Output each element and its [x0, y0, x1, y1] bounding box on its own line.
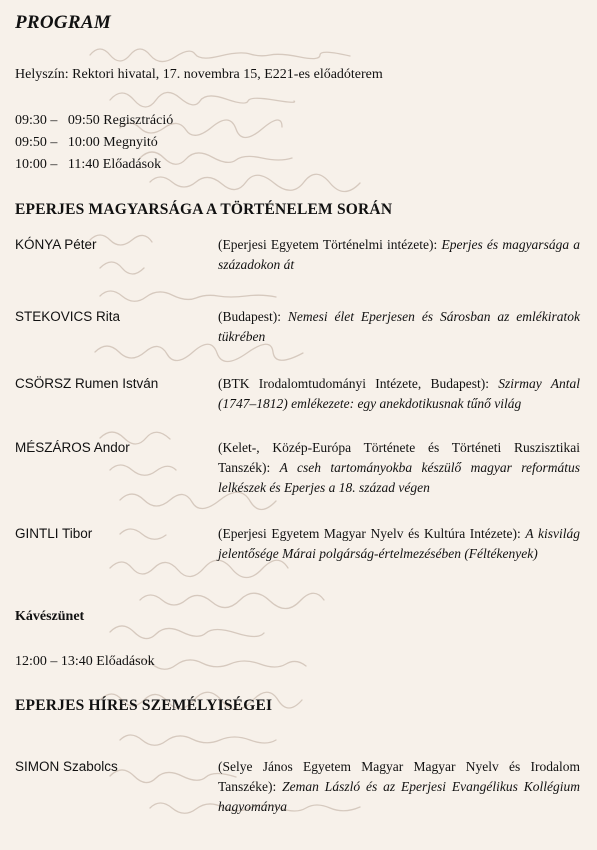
- schedule-label: Előadások: [96, 654, 155, 669]
- schedule-end: 13:40: [60, 654, 93, 669]
- talk-title: A cseh tartományokba készülő magyar református lelkészek és Eperjes a 18. század végen: [218, 460, 580, 495]
- schedule-label: Megnyitó: [103, 135, 158, 150]
- talk-title: A kisvilág jelentősége Márai polgárság-értelmezésében (Féltékenyek): [218, 526, 580, 561]
- speaker-affiliation: (BTK Irodalomtudományi Intézete, Budapest):: [218, 376, 490, 391]
- venue-line: Helyszín: Rektori hivatal, 17. novembra 15, E221-es előadóterem: [15, 67, 383, 82]
- speaker-name: MÉSZÁROS Andor: [15, 440, 130, 455]
- coffee-break-label: Kávészünet: [15, 609, 85, 624]
- schedule-start: 09:30 –: [15, 113, 58, 128]
- schedule-start: 12:00 –: [15, 654, 58, 669]
- section-heading: EPERJES HÍRES SZEMÉLYISÉGEI: [15, 697, 273, 714]
- talk-title: Eperjes és magyarsága a századokon át: [218, 237, 581, 272]
- schedule-label: Regisztráció: [103, 113, 174, 128]
- schedule-item: [15, 113, 173, 129]
- schedule-item: [15, 135, 158, 151]
- schedule-start: 10:00 –: [15, 157, 58, 172]
- schedule-end: 09:50: [67, 113, 100, 128]
- schedule-label: Előadások: [102, 157, 162, 172]
- speaker-description: [218, 438, 580, 498]
- schedule-end: 10:00: [67, 135, 100, 150]
- speaker-affiliation: (Kelet-, Közép-Európa Története és Történeti Ruszisztikai Tanszék):: [218, 440, 580, 475]
- speaker-description: [218, 757, 580, 817]
- speaker-affiliation: (Selye János Egyetem Magyar Magyar Nyelv és Irodalom Tanszéke):: [218, 759, 580, 794]
- speaker-affiliation: (Eperjesi Egyetem Magyar Nyelv és Kultúra Intézete):: [218, 526, 521, 541]
- speaker-affiliation: (Budapest):: [218, 309, 281, 324]
- section-heading: EPERJES MAGYARSÁGA A TÖRTÉNELEM SORÁN: [15, 201, 393, 218]
- speaker-name: KÓNYA Péter: [15, 237, 97, 252]
- speaker-description: [218, 235, 580, 275]
- talk-title: Szirmay Antal (1747–1812) emlékezete: egy anekdotikusnak tűnő világ: [218, 376, 580, 411]
- speaker-name: SIMON Szabolcs: [15, 759, 118, 774]
- talk-title: Nemesi élet Eperjesen és Sárosban az emlékiratok tükrében: [218, 309, 581, 344]
- schedule-item: [15, 157, 161, 173]
- speaker-description: [218, 374, 580, 414]
- speaker-affiliation: (Eperjesi Egyetem Történelmi intézete):: [218, 237, 438, 252]
- speaker-name: STEKOVICS Rita: [15, 309, 121, 324]
- page-title: PROGRAM: [15, 12, 112, 33]
- schedule-start: 09:50 –: [15, 135, 58, 150]
- speaker-name: CSÖRSZ Rumen István: [15, 376, 159, 391]
- schedule-end: 11:40: [67, 157, 100, 172]
- speaker-description: [218, 524, 580, 564]
- schedule-item: [15, 654, 155, 670]
- talk-title: Zeman László és az Eperjesi Evangélikus Kollégium hagyománya: [218, 779, 580, 814]
- speaker-description: [218, 307, 580, 347]
- speaker-name: GINTLI Tibor: [15, 526, 93, 541]
